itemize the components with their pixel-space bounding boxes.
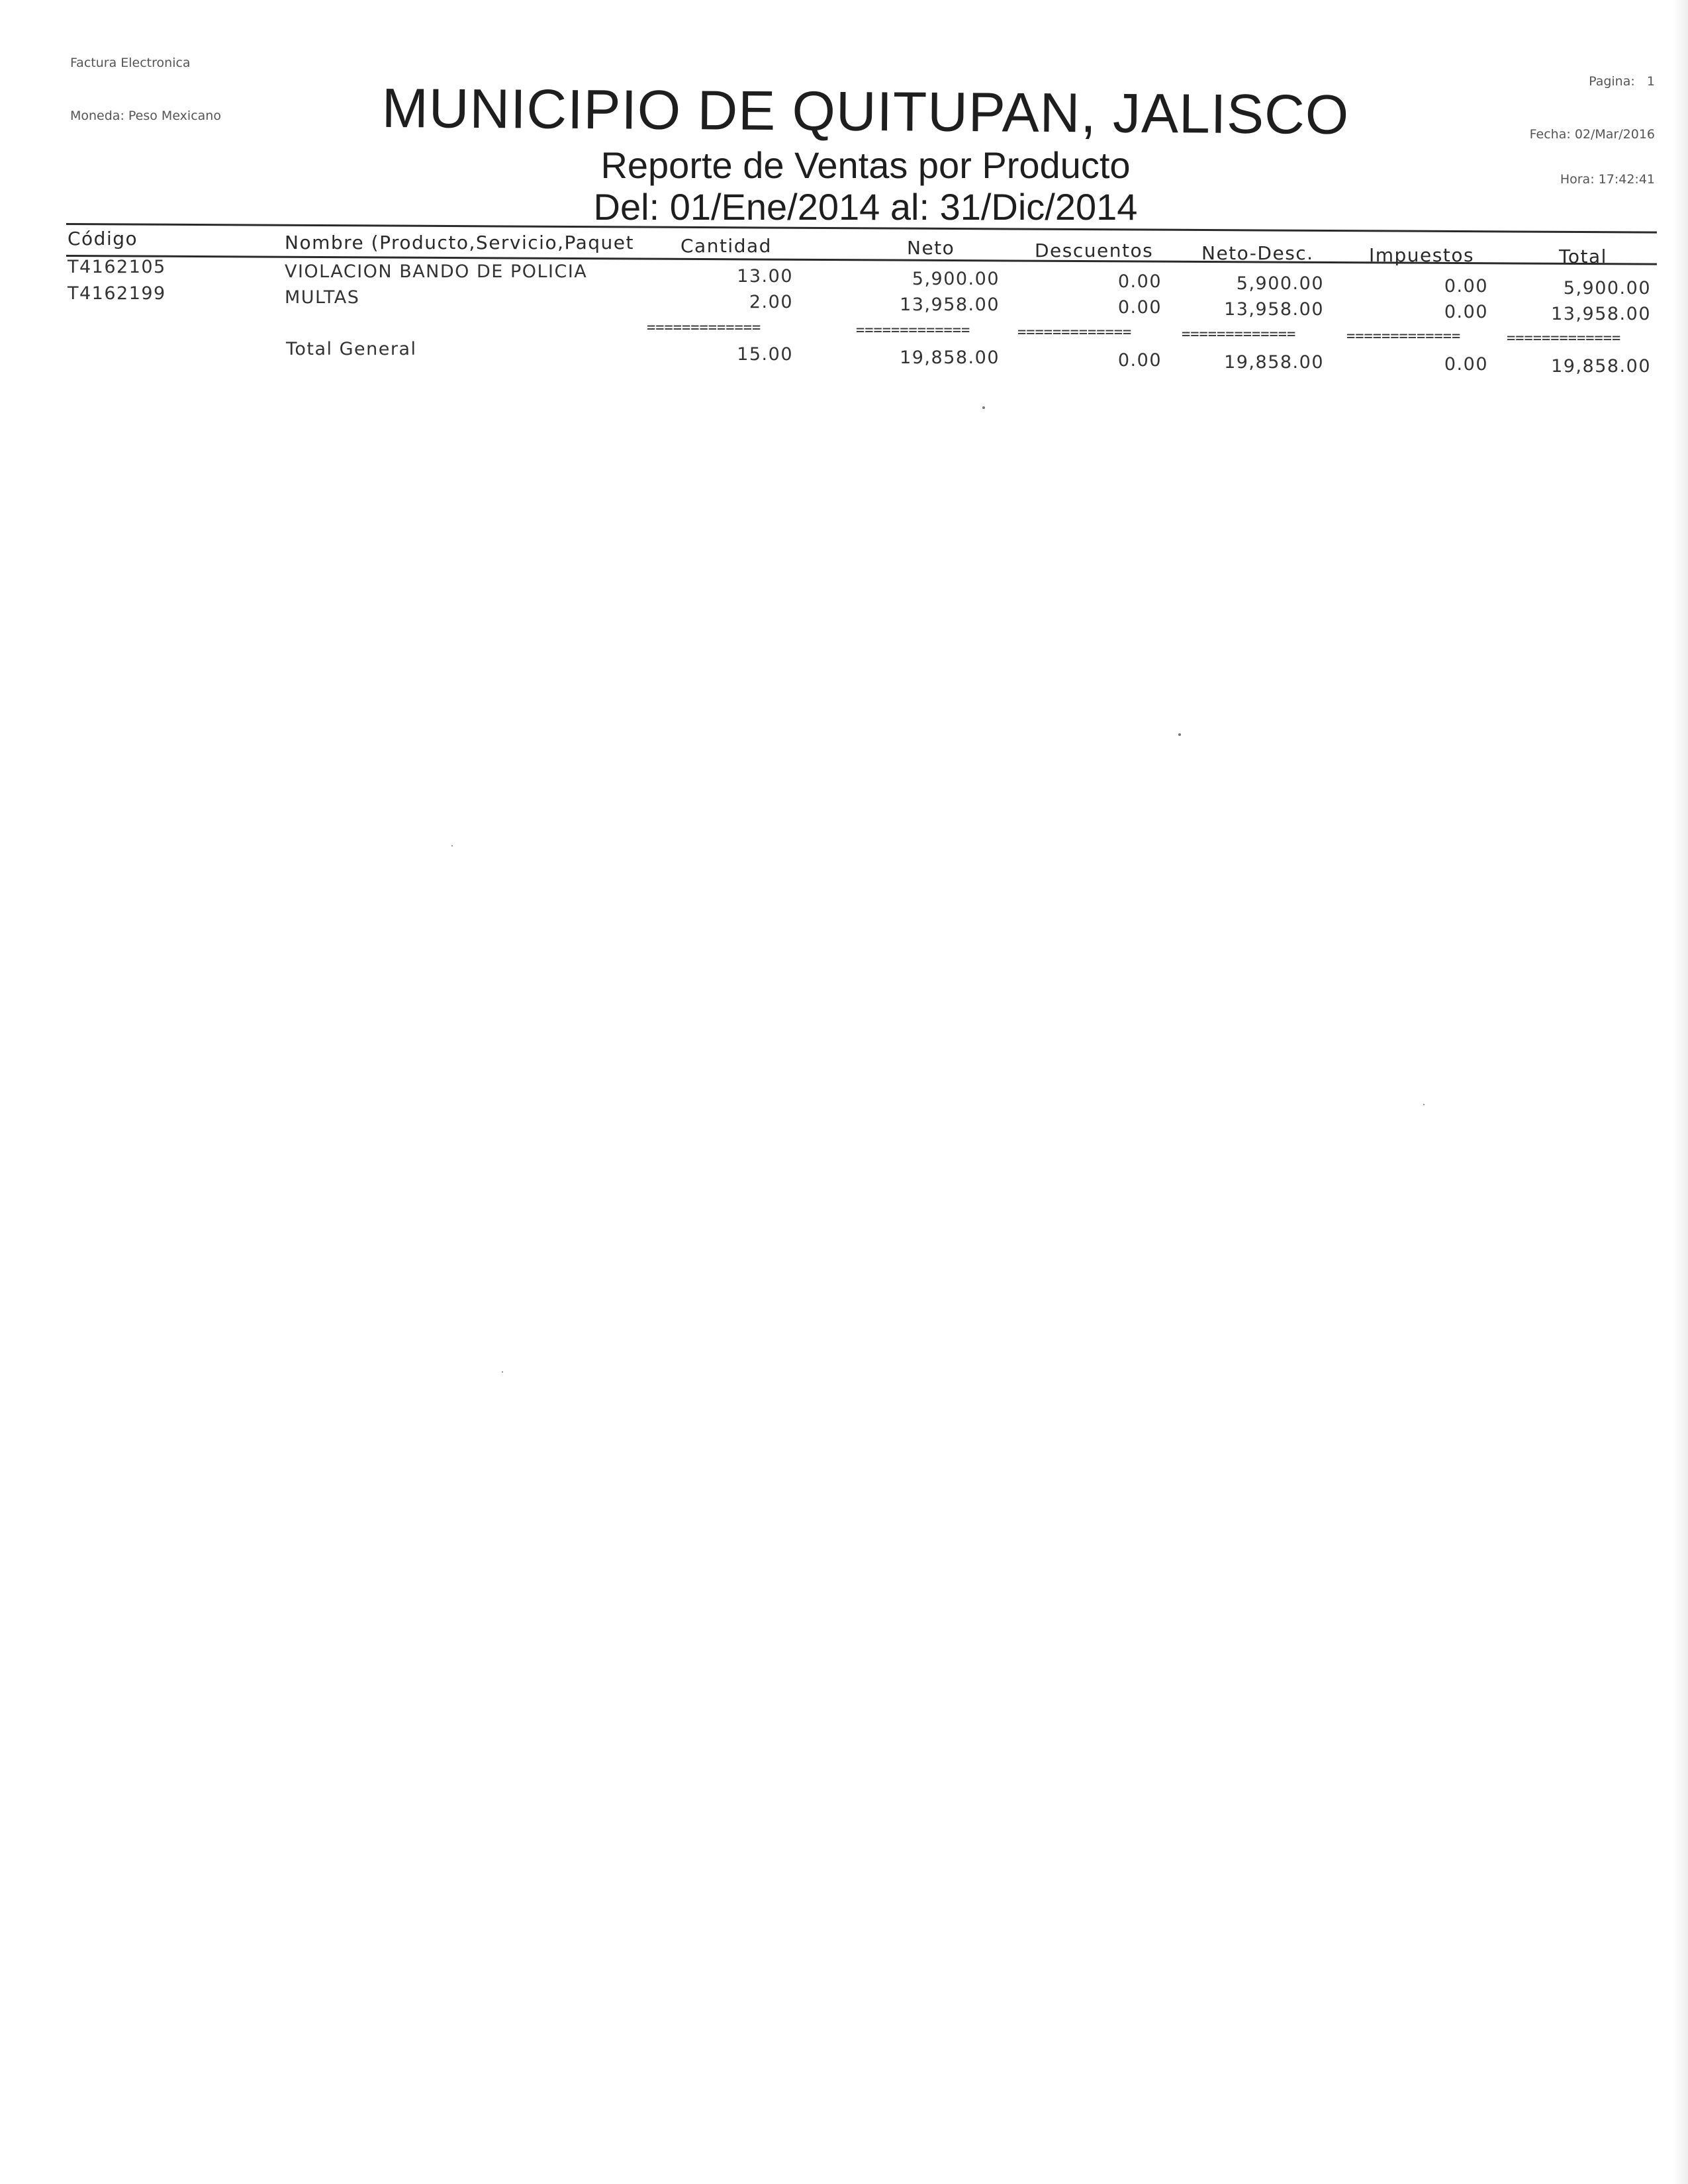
scan-speck — [502, 1371, 503, 1373]
page-label: Pagina: — [1589, 74, 1635, 89]
total-descuentos: 0.00 — [1117, 350, 1162, 371]
row1-nombre: VIOLACION BANDO DE POLICIA — [285, 261, 588, 282]
scan-speck — [982, 406, 985, 409]
report-subtitle: Reporte de Ventas por Producto — [600, 144, 1131, 186]
separator-impuestos: ============= — [1346, 328, 1461, 345]
total-cantidad: 15.00 — [737, 344, 793, 365]
date-label: Fecha: — [1529, 127, 1571, 142]
row1-cantidad: 13.00 — [737, 266, 793, 287]
row2-codigo: T4162199 — [68, 283, 166, 304]
time-value: 17:42:41 — [1598, 172, 1655, 187]
row1-codigo: T4162105 — [68, 257, 166, 277]
col-header-neto-desc: Neto-Desc. — [1201, 242, 1314, 264]
row1-neto: 5,900.00 — [912, 269, 1000, 289]
col-header-nombre: Nombre (Producto,Servicio,Paquet — [285, 232, 634, 253]
col-header-impuestos: Impuestos — [1369, 244, 1475, 266]
row2-descuentos: 0.00 — [1117, 297, 1162, 318]
separator-neto-desc: ============= — [1182, 326, 1296, 343]
separator-total: ============= — [1507, 330, 1621, 347]
row2-nombre: MULTAS — [285, 287, 360, 308]
date-value: 02/Mar/2016 — [1574, 127, 1655, 142]
scan-speck — [1178, 733, 1181, 736]
row1-impuestos: 0.00 — [1444, 276, 1488, 296]
row1-descuentos: 0.00 — [1117, 271, 1162, 292]
separator-descuentos: ============= — [1017, 324, 1132, 341]
row1-neto-desc: 5,900.00 — [1236, 273, 1324, 294]
page-number: 1 — [1646, 74, 1655, 89]
scan-edge-shadow — [1673, 0, 1688, 2184]
row2-impuestos: 0.00 — [1444, 302, 1488, 322]
total-impuestos: 0.00 — [1444, 354, 1488, 375]
row2-cantidad: 2.00 — [749, 292, 793, 312]
total-neto-desc: 19,858.00 — [1224, 352, 1324, 373]
date-range: Del: 01/Ene/2014 al: 31/Dic/2014 — [593, 186, 1138, 228]
separator-neto: ============= — [856, 322, 970, 339]
col-header-total: Total — [1559, 246, 1607, 267]
row2-neto-desc: 13,958.00 — [1224, 299, 1324, 320]
total-label: Total General — [286, 339, 417, 359]
page-title: MUNICIPIO DE QUITUPAN, JALISCO — [381, 76, 1350, 146]
col-header-codigo: Código — [68, 228, 138, 250]
row2-neto: 13,958.00 — [900, 295, 1000, 315]
scan-speck — [451, 845, 453, 846]
separator-cantidad: ============= — [647, 320, 761, 336]
row2-total: 13,958.00 — [1551, 304, 1651, 324]
scan-speck — [1423, 1104, 1425, 1105]
total-neto: 19,858.00 — [900, 347, 1000, 368]
col-header-cantidad: Cantidad — [680, 235, 772, 257]
col-header-neto: Neto — [907, 237, 955, 259]
currency-label: Moneda: Peso Mexicano — [70, 109, 221, 123]
total-total: 19,858.00 — [1551, 356, 1651, 377]
doc-type-label: Factura Electronica — [70, 56, 191, 70]
row1-total: 5,900.00 — [1563, 278, 1651, 298]
col-header-descuentos: Descuentos — [1035, 240, 1154, 261]
time-label: Hora: — [1560, 172, 1595, 187]
